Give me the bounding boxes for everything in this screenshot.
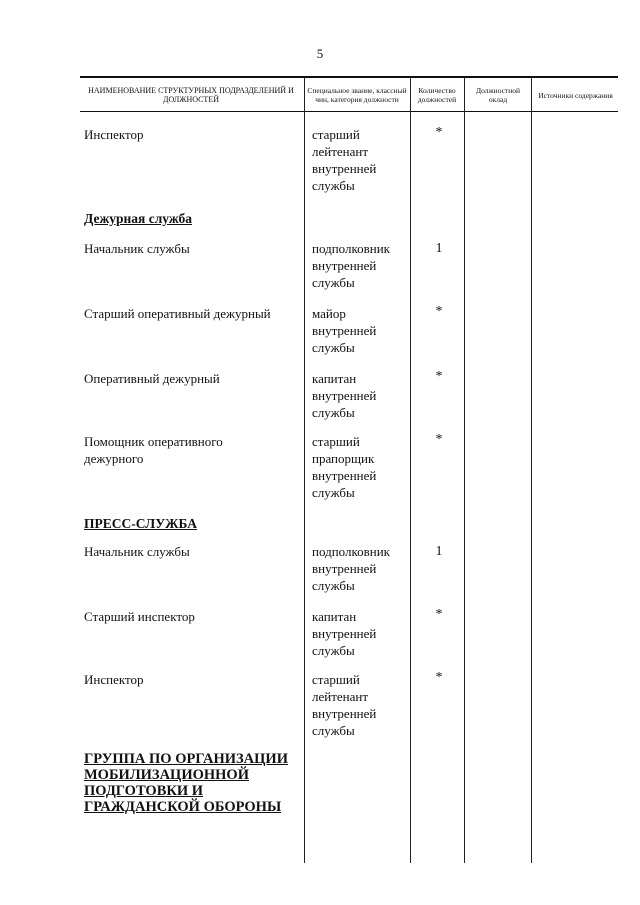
column-separator bbox=[304, 78, 305, 863]
position-name: Оперативный дежурный bbox=[84, 371, 220, 386]
position-name: Начальник службы bbox=[84, 241, 190, 256]
header-col-count: Количество должностей bbox=[417, 86, 457, 104]
position-count: * bbox=[435, 670, 443, 685]
position-rank: капитан внутренней службы bbox=[312, 609, 377, 658]
position-rank: старший прапорщик внутренней службы bbox=[312, 434, 377, 500]
position-rank: подполковник внутренней службы bbox=[312, 544, 390, 593]
position-rank: капитан внутренней службы bbox=[312, 371, 377, 420]
column-separator bbox=[531, 78, 532, 863]
section-heading: ПРЕСС-СЛУЖБА bbox=[84, 516, 197, 531]
position-count: 1 bbox=[435, 544, 443, 559]
position-name: Старший инспектор bbox=[84, 609, 195, 624]
section-heading: ГРУППА ПО ОРГАНИЗАЦИИ МОБИЛИЗАЦИОННОЙ ПОДГОТОВКИ И ГРАЖДАНСКОЙ ОБОРОНЫ bbox=[84, 751, 288, 815]
section-heading: Дежурная служба bbox=[84, 211, 192, 226]
position-count: * bbox=[435, 304, 443, 319]
position-name: Инспектор bbox=[84, 672, 144, 687]
position-rank: старший лейтенант внутренней службы bbox=[312, 127, 377, 193]
position-count: 1 bbox=[435, 241, 443, 256]
header-col-rank: Специальное звание, классный чин, категория должности bbox=[307, 86, 407, 104]
position-rank: старший лейтенант внутренней службы bbox=[312, 672, 377, 738]
header-top-rule bbox=[80, 76, 618, 78]
position-count: * bbox=[435, 369, 443, 384]
position-name: Помощник оперативного дежурного bbox=[84, 434, 223, 466]
position-count: * bbox=[435, 607, 443, 622]
header-col-source: Источники содержания bbox=[538, 90, 613, 100]
position-name: Начальник службы bbox=[84, 544, 190, 559]
position-name: Старший оперативный дежурный bbox=[84, 306, 271, 321]
header-col-salary: Должностной оклад bbox=[475, 86, 521, 104]
position-count: * bbox=[435, 432, 443, 447]
column-separator bbox=[464, 78, 465, 863]
position-rank: подполковник внутренней службы bbox=[312, 241, 390, 290]
position-count: * bbox=[435, 125, 443, 140]
header-bottom-rule bbox=[80, 111, 618, 112]
position-name: Инспектор bbox=[84, 127, 144, 142]
page-number: 5 bbox=[316, 46, 324, 61]
header-col-name: НАИМЕНОВАНИЕ СТРУКТУРНЫХ ПОДРАЗДЕЛЕНИЙ И ДОЛЖНОСТЕЙ bbox=[88, 86, 294, 104]
position-rank: майор внутренней службы bbox=[312, 306, 377, 355]
